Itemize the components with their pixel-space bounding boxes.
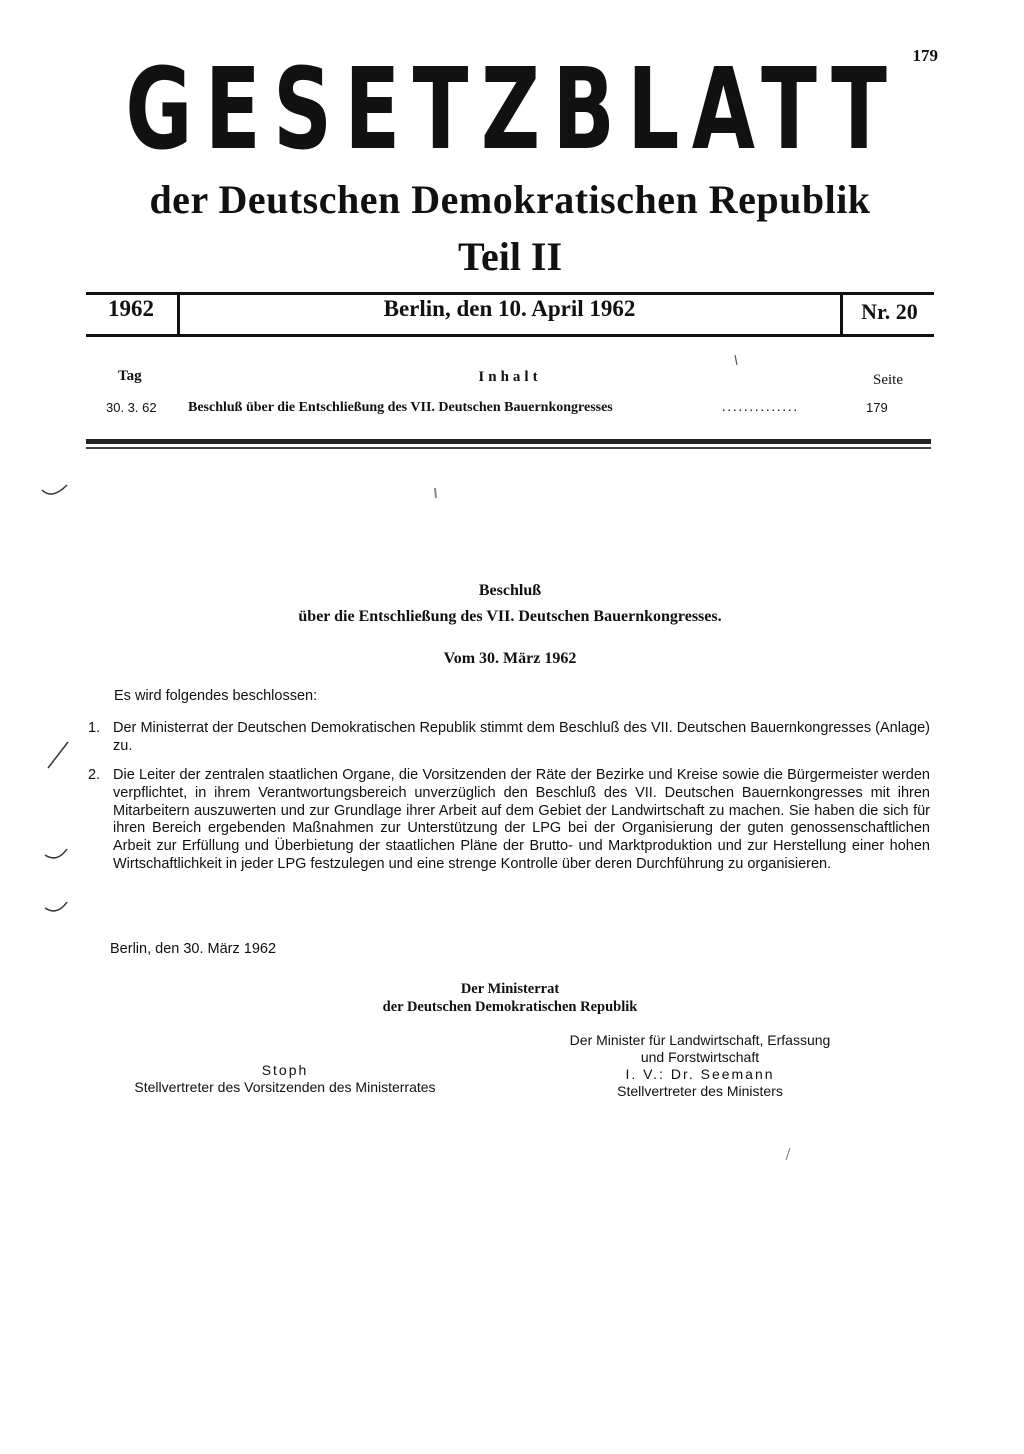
- pencil-speck: [435, 488, 436, 498]
- council-name: Der Ministerrat: [460, 981, 560, 997]
- signatory-title: Stellvertreter des Ministers: [617, 1083, 783, 1099]
- pencil-tick-mark: [42, 485, 67, 494]
- decree-date: Vom 30. März 1962: [443, 650, 577, 667]
- decree-item-number: 2.: [88, 767, 101, 783]
- page-number: 179: [912, 46, 938, 65]
- decree-item-text: Die Leiter der zentralen staatlichen Organe, die Vorsitzenden der Räte der Bezirke und Kreise sowie die Bürgermeister werden verpflichtet, in ihrem Verantwortungsbereich unverzüglich den Beschluß des VII. Deutschen Bauernkongresses mit ihren Mitarbeitern auszuwerten und zur Grundlage ihrer Arbeit auf dem Gebiet der Landwirtschaft zu machen. Sie haben die sich für ihren Bereich ergebenden Maßnahmen zur Unterstützung der LPG bei der Organisierung der guten genossenschaftlichen Arbeit zur Erfüllung und Überbietung der staatlichen Pläne der Brutto- und Marktproduktion und zur Herstellung einer hohen Wirtschaftlichkeit in jeder LPG festzulegen und eine strenge Kontrolle über deren Durchführung zu organisieren.: [113, 767, 930, 872]
- pencil-curve-mark: [45, 902, 67, 911]
- decree-subject: über die Entschließung des VII. Deutschen Bauernkongresses.: [298, 608, 722, 625]
- pencil-speck: [786, 1148, 790, 1160]
- decree-item-number: 1.: [88, 720, 101, 736]
- decree-intro: Es wird folgendes beschlossen:: [114, 688, 318, 704]
- issue-number: Nr. 20: [861, 299, 918, 324]
- contents-entry-leader: ..............: [722, 400, 799, 415]
- masthead-part: Teil II: [457, 234, 563, 279]
- signatory-name: Stoph: [261, 1062, 309, 1078]
- contents-column-page: Seite: [873, 372, 903, 388]
- contents-entry-date: 30. 3. 62: [106, 400, 157, 415]
- pencil-slash-mark: [48, 742, 68, 768]
- signatory-name: I. V.: Dr. Seemann: [625, 1066, 775, 1082]
- masthead-subtitle: der Deutschen Demokratischen Republik: [149, 177, 871, 222]
- council-subtitle: der Deutschen Demokratischen Republik: [382, 999, 638, 1015]
- signatory-office: und Forstwirtschaft: [640, 1049, 760, 1065]
- contents-entry-title: Beschluß über die Entschließung des VII. Deutschen Bauernkongresses: [188, 400, 613, 415]
- decree-item-text: Der Ministerrat der Deutschen Demokratischen Republik stimmt dem Beschluß des VII. Deutschen Bauernkongresses (Anlage) zu.: [113, 720, 930, 754]
- signatory-office: Der Minister für Landwirtschaft, Erfassung: [569, 1032, 831, 1048]
- contents-entry-page: 179: [866, 400, 888, 415]
- signatory-title: Stellvertreter des Vorsitzenden des Ministerrates: [134, 1079, 436, 1095]
- pencil-curve-mark: [45, 849, 67, 858]
- decree-heading: Beschluß: [478, 582, 542, 599]
- issue-date: Berlin, den 10. April 1962: [383, 296, 636, 321]
- issue-year: 1962: [108, 296, 154, 321]
- masthead-title: GESETZBLATT: [125, 45, 900, 175]
- contents-column-title: Inhalt: [478, 369, 542, 385]
- decree-place-date: Berlin, den 30. März 1962: [110, 941, 277, 957]
- contents-column-day: Tag: [118, 368, 142, 384]
- pencil-speck: [735, 355, 737, 365]
